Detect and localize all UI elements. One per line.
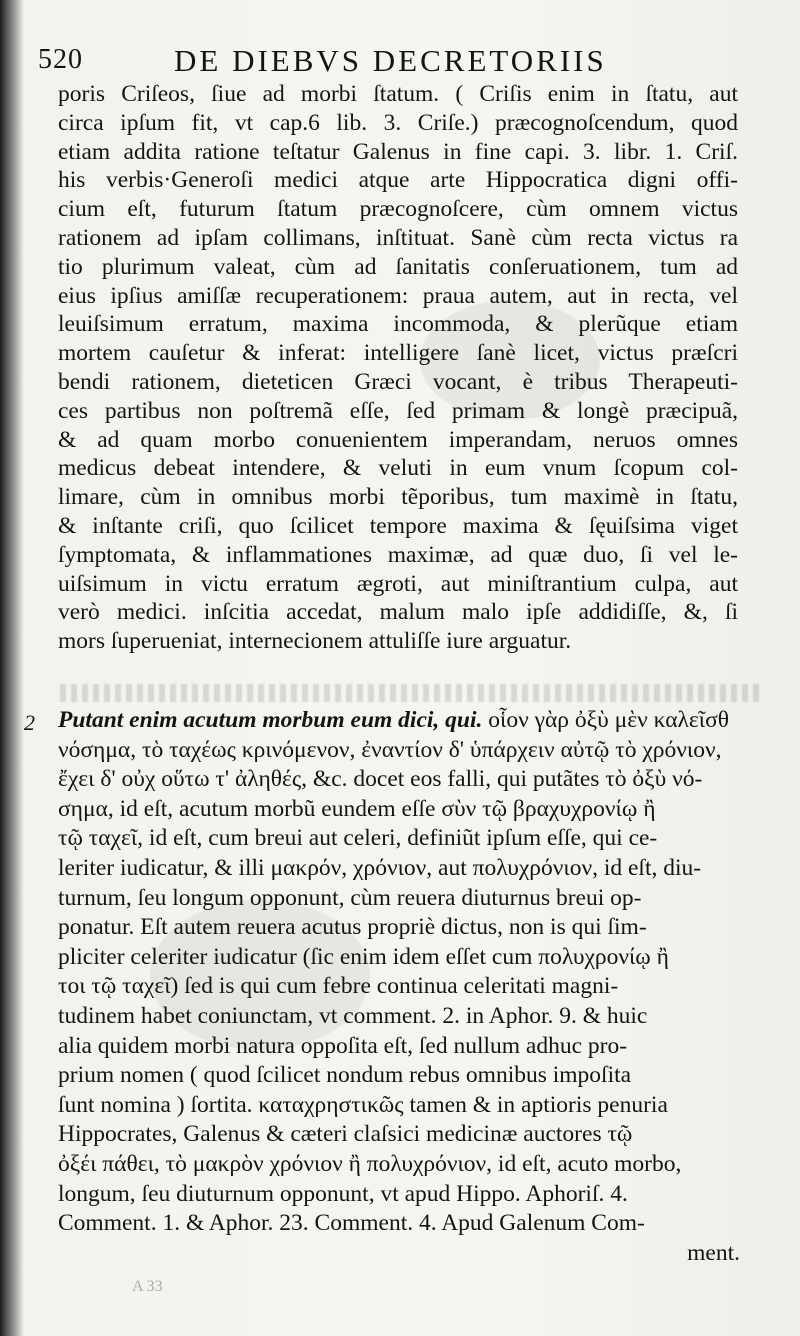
show-through-text (60, 684, 760, 702)
line-text: ὀξέι πάθει, τὸ μακρὸν χρόνιον ἢ πολυχρόνιον, id eſt, acuto morbo, (58, 1150, 682, 1177)
text-line: poris Criſeos, ſiue ad morbi ſtatum. ( Criſis enim in ſtatu, aut (58, 81, 738, 107)
line-text: οἷον γὰρ ὀξὺ μὲν καλεῖσθ (482, 707, 730, 733)
line-text: σημα, id eſt, acutum morbũ eundem eſſe σὺν τῷ βραχυχρονίῳ ἢ (58, 795, 656, 822)
text-line (58, 795, 748, 825)
text-line (58, 1239, 748, 1269)
text-line (58, 854, 748, 884)
marginal-note-number: 2 (24, 710, 35, 735)
text-line (58, 1091, 748, 1121)
line-text: longum, ſeu diuturnum opponunt, vt apud Hippo. Aphoriſ. 4. (58, 1180, 628, 1207)
text-line (58, 943, 748, 973)
text-line: uiſsimum in victu erratum ægroti, aut miniſtrantium culpa, aut (58, 570, 738, 597)
text-line (58, 736, 748, 766)
text-line: rationem ad ipſam collimans, inſtituat. Sanè cùm recta victus ra (58, 224, 738, 251)
text-line: medicus debeat intendere, & veluti in eum vnum ſcopum col- (58, 455, 738, 482)
text-line: leuiſsimum erratum, maxima incommoda, & plerũque etiam (58, 311, 738, 338)
signature-mark: A 33 (132, 1278, 163, 1295)
line-text: leriter iudicatur, & illi μακρόν, χρόνιον, aut πολυχρόνιον, id eſt, diu- (58, 854, 702, 881)
line-text: prium nomen ( quod ſcilicet nondum rebus omnibus impoſita (58, 1062, 632, 1089)
line-text: tudinem habet coniunctam, vt comment. 2. in Aphor. 9. & huic (58, 1002, 648, 1029)
line-text: τῷ ταχεῖ, id eſt, cum breui aut celeri, definiũt ipſum eſſe, qui ce- (58, 825, 658, 852)
line-text: τοι τῷ ταχεῖ) ſed is qui cum febre continua celeritati magni- (58, 973, 619, 1000)
running-head: DE DIEBVS DECRETORIIS (174, 43, 607, 78)
line-text: νόσημα, τὸ ταχέως κρινόμενον, ἐναντίον δ' ὑπάρχειν αὐτῷ τὸ χρόνιον, (58, 736, 722, 763)
binding-shadow (0, 0, 24, 1336)
text-line (58, 884, 748, 914)
text-line: cium eſt, futurum ſtatum præcognoſcere, cùm omnem victus (58, 196, 738, 223)
text-line (58, 1002, 748, 1032)
text-line (58, 913, 748, 943)
line-text: ment. (687, 1239, 740, 1266)
text-line (58, 765, 748, 795)
text-line: ces partibus non poſtremã eſſe, ſed primam & longè præcipuã, (58, 397, 738, 424)
text-line: circa ipſum fit, vt cap.6 lib. 3. Criſe.) præcognoſcendum, quod (58, 109, 738, 136)
page-number: 520 (38, 44, 83, 75)
text-line: tio plurimum valeat, cùm ad ſanitatis conſeruationem, tum ad (58, 253, 738, 280)
line-text: ponatur. Eſt autem reuera acutus propriè dictus, non is qui ſim- (58, 914, 647, 941)
text-line: eius ipſius amiſſæ recuperationem: praua autem, aut in recta, vel (58, 282, 738, 309)
text-line (58, 706, 748, 736)
paragraph-2 (58, 706, 748, 1268)
text-line (58, 1120, 748, 1150)
text-line: verò medici. inſcitia accedat, malum malo ipſe addidiſſe, &, ſi (58, 599, 738, 626)
line-text: ἔχει δ' οὐχ οὕτω τ' ἀληθές, &c. docet eos falli, qui putãtes τὸ ὀξὺ νό- (58, 766, 703, 793)
paragraph-1 (58, 80, 738, 656)
text-line (58, 1209, 748, 1239)
line-text: Hippocrates, Galenus & cæteri claſsici medicinæ auctores τῷ (58, 1121, 633, 1148)
text-line: ſymptomata, & inflammationes maximæ, ad quæ duo, ſi vel le- (58, 541, 738, 568)
text-line: & inſtante criſi, quo ſcilicet tempore maxima & ſęuiſsima viget (58, 512, 738, 539)
text-line: bendi rationem, dieteticen Græci vocant, è tribus Therapeuti- (58, 368, 738, 395)
text-line (58, 972, 748, 1002)
text-line: mortem cauſetur & inferat: intelligere ſanè licet, victus præſcri (58, 340, 738, 367)
text-line: his verbis·Generoſi medici atque arte Hippocratica digni offi- (58, 167, 738, 194)
text-line (58, 1150, 748, 1180)
text-line (58, 1180, 748, 1210)
text-line (58, 824, 748, 854)
text-line: mors ſuperueniat, internecionem attuliſſe iure arguatur. (58, 628, 572, 655)
text-line: limare, cùm in omnibus morbi tẽporibus, tum maximè in ſtatu, (58, 484, 738, 511)
line-text: turnum, ſeu longum opponunt, cùm reuera diuturnus breui op- (58, 884, 642, 911)
italic-lead-text: Putant enim acutum morbum eum dici, qui. (58, 707, 483, 733)
line-text: pliciter celeriter iudicatur (ſic enim idem eſſet cum πολυχρονίῳ ἢ (58, 943, 669, 970)
line-text: ſunt nomina ) ſortita. καταχρηστικῶς tamen & in aptioris penuria (58, 1091, 668, 1118)
text-line: & ad quam morbo conuenientem imperandam, neruos omnes (58, 426, 738, 453)
text-line (58, 1061, 748, 1091)
line-text: Comment. 1. & Aphor. 23. Comment. 4. Apud Galenum Com- (58, 1210, 645, 1237)
text-line: etiam addita ratione teſtatur Galenus in fine capi. 3. libr. 1. Criſ. (58, 138, 738, 165)
text-line (58, 1032, 748, 1062)
line-text: alia quidem morbi natura oppoſita eſt, ſed nullum adhuc pro- (58, 1032, 628, 1059)
